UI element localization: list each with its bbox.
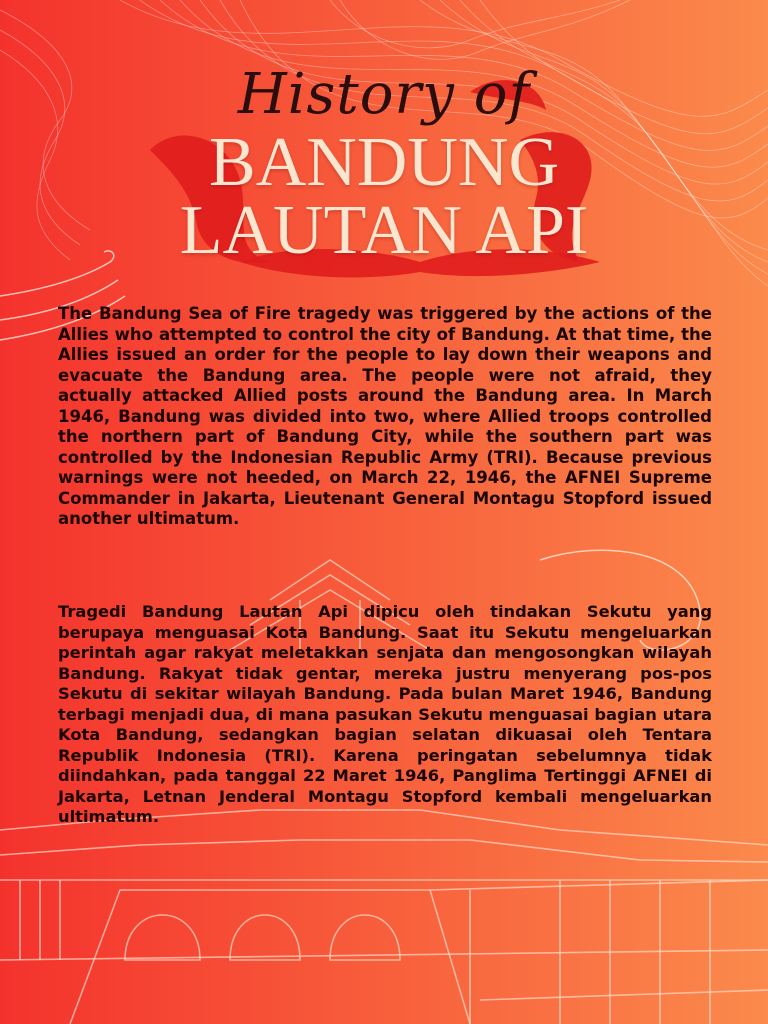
main-title-line-1: BANDUNG <box>209 124 559 201</box>
main-title-line-2: LAUTAN API <box>179 192 589 269</box>
indonesian-paragraph: Tragedi Bandung Lautan Api dipicu oleh tindakan Sekutu yang berupaya menguasai Kota Bandung. Saat itu Sekutu mengeluarkan perintah agar rakyat meletakkan senjata dan mengosongkan wilayah Bandung. Rakyat tidak gentar, mereka justru menyerang pos-pos Sekutu di sekitar wilayah Bandung. Pada bulan Maret 1946, Bandung terbagi menjadi dua, di mana pasukan Sekutu menguasai bagian utara Kota Bandung, sedangkan bagian selatan dikuasai oleh Tentara Republik Indonesia (TRI). Karena peringatan sebelumnya tidak diindahkan, pada tanggal 22 Maret 1946, Panglima Tertinggi AFNEI di Jakarta, Letnan Jenderal Montagu Stopford kembali mengeluarkan ultimatum. <box>58 602 712 826</box>
english-paragraph: The Bandung Sea of Fire tragedy was triggered by the actions of the Allies who attempted to control the city of Bandung. At that time, the Allies issued an order for the people to lay down their weapons and evacuate the Bandung area. The people were not afraid, they actually attacked Allied posts around the Bandung area. In March 1946, Bandung was divided into two, where Allied troops controlled the northern part of Bandung City, while the southern part was controlled by the Indonesian Republic Army (TRI). Because previous warnings were not heeded, on March 22, 1946, the AFNEI Supreme Commander in Jakarta, Lieutenant General Montagu Stopford issued another ultimatum. <box>58 304 712 528</box>
script-subtitle: History of <box>237 62 531 127</box>
